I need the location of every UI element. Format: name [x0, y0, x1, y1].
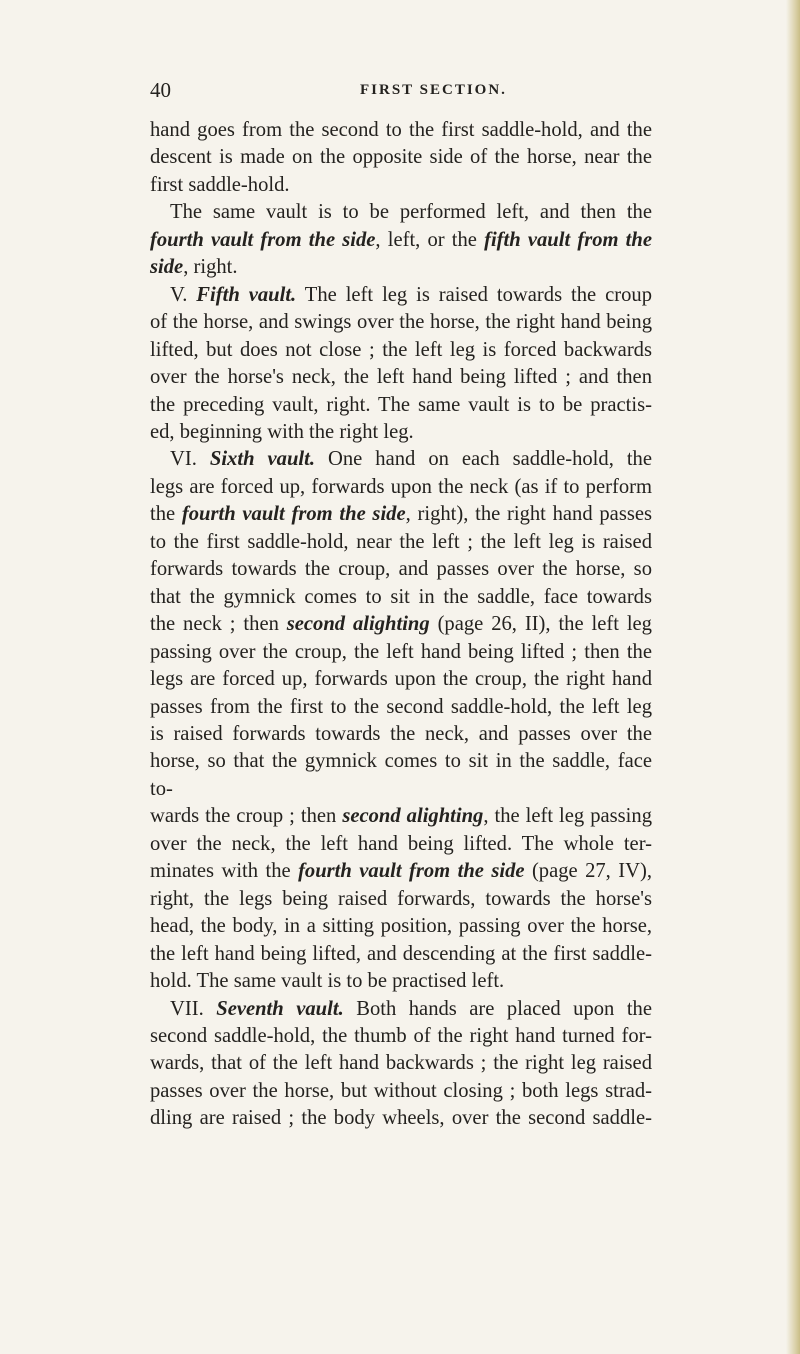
italic-term: fifth vault from the [484, 228, 652, 251]
running-head: FIRST SECTION. [360, 82, 507, 98]
body-text [150, 117, 652, 1133]
text-line: VI. Sixth vault. One hand on each saddle-hold, the [170, 448, 652, 471]
text-line: over the horse's neck, the left hand being lifted ; and then [150, 366, 652, 389]
italic-term: second alighting [286, 613, 430, 636]
text-line: wards, that of the left hand backwards ; the right leg raised [150, 1052, 652, 1075]
page-header [150, 78, 650, 104]
text-line: V. Fifth vault. The left leg is raised towards the croup [170, 283, 653, 306]
text-line: hand goes from the second to the first saddle-hold, and the [150, 119, 652, 141]
text-line: to the first saddle-hold, near the left ; the left leg is raised [150, 530, 652, 553]
text-line: VII. Seventh vault. Both hands are placed upon the [170, 997, 652, 1020]
section-heading: Fifth vault. [196, 283, 297, 306]
text-line: dling are raised ; the body wheels, over the second saddle- [150, 1107, 652, 1130]
section-heading: Sixth vault. [209, 448, 315, 471]
page-edge [786, 0, 800, 1354]
text-line: The same vault is to be performed left, and then the [170, 201, 652, 224]
text-line: second saddle-hold, the thumb of the right hand turned for- [150, 1024, 652, 1047]
text-line: the left hand being lifted, and descending at the first saddle- [150, 942, 652, 965]
text-line: the neck ; then second alighting (page 26, II), the left leg [150, 613, 652, 636]
text-line: legs are forced up, forwards upon the neck (as if to perform [150, 475, 652, 498]
text-line: forwards towards the croup, and passes over the horse, so [150, 558, 652, 581]
italic-term: fourth vault from the side [181, 503, 406, 526]
text-line: passes over the horse, but without closing ; both legs strad- [150, 1079, 652, 1102]
text-line: of the horse, and swings over the horse, the right hand being [150, 311, 652, 334]
italic-term: fourth vault from the side [150, 228, 376, 251]
text-line: passing over the croup, the left hand being lifted ; then the [150, 640, 652, 663]
text-line: first saddle-hold. [150, 173, 290, 196]
text-line: legs are forced up, forwards upon the croup, the right hand [150, 668, 652, 691]
section-heading: Seventh vault. [216, 997, 344, 1020]
text-line: is raised forwards towards the neck, and passes over the [150, 722, 652, 745]
text-line: minates with the fourth vault from the side (page 27, IV), [150, 860, 652, 883]
italic-term: side [150, 256, 184, 279]
text-line: fourth vault from the side, left, or the fifth vault from the [150, 228, 652, 251]
text-line: horse, so that the gymnick comes to sit in the saddle, face to- [150, 750, 652, 800]
text-line: head, the body, in a sitting position, passing over the horse, [150, 915, 652, 938]
text-line: the fourth vault from the side, right), the right hand passes [150, 503, 652, 526]
text-line: the preceding vault, right. The same vault is to be practis- [150, 393, 652, 416]
italic-term: second alighting [342, 805, 484, 828]
text-line: side, right. [150, 256, 238, 279]
text-line: ed, beginning with the right leg. [150, 420, 414, 443]
text-line: passes from the first to the second saddle-hold, the left leg [150, 695, 652, 718]
text-line: hold. The same vault is to be practised left. [150, 970, 505, 993]
text-line: over the neck, the left hand being lifted. The whole ter- [150, 832, 652, 855]
page-number: 40 [150, 78, 171, 102]
text-line: descent is made on the opposite side of the horse, near the [150, 146, 652, 169]
text-line: right, the legs being raised forwards, towards the horse's [150, 887, 652, 910]
text-line: that the gymnick comes to sit in the saddle, face towards [150, 585, 652, 608]
text-line: wards the croup ; then second alighting, the left leg passing [150, 805, 652, 828]
italic-term: fourth vault from the side [298, 860, 525, 883]
text-line: lifted, but does not close ; the left leg is forced backwards [150, 338, 652, 361]
